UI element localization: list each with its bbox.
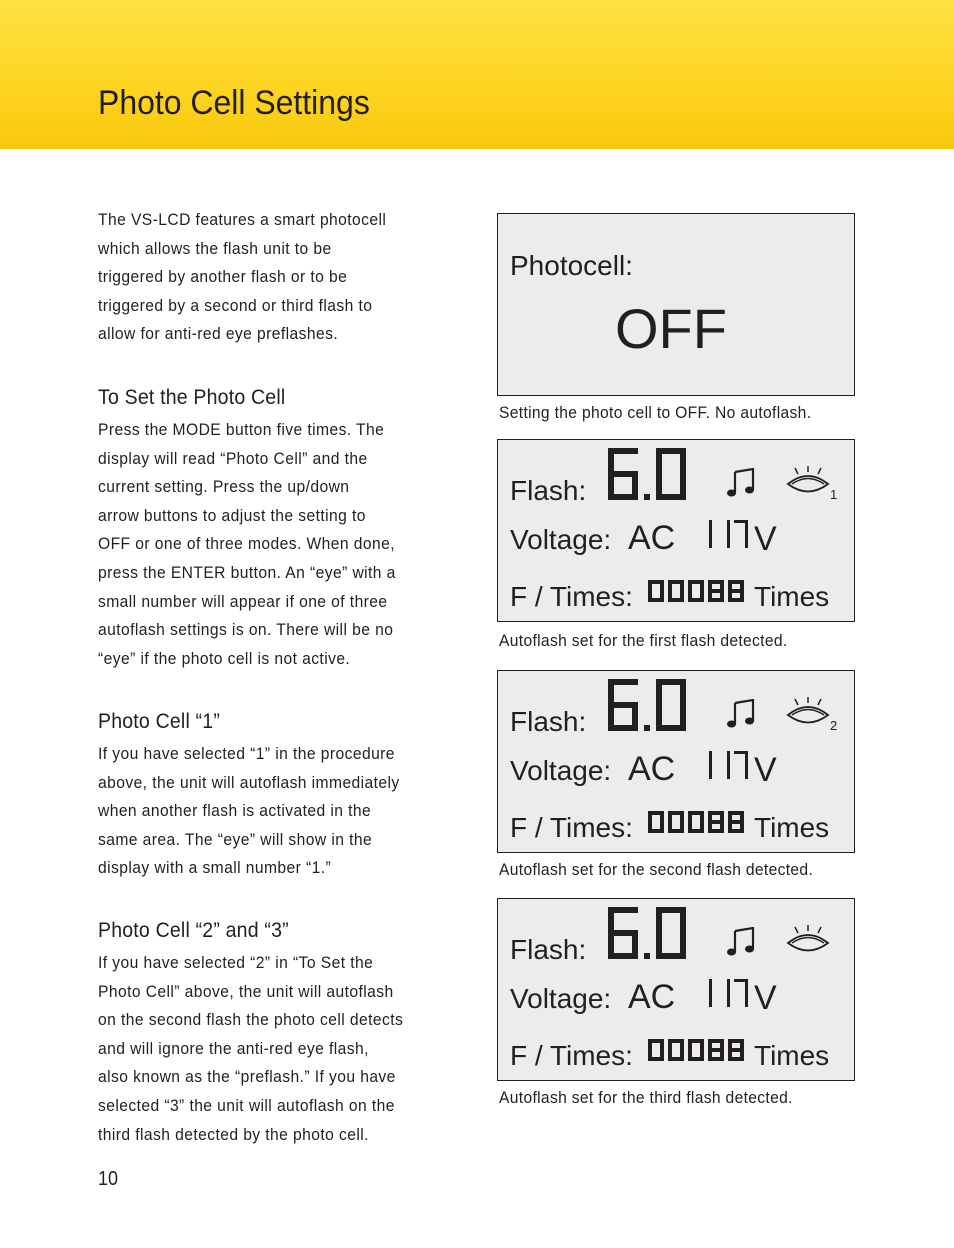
music-note-icon bbox=[726, 927, 756, 957]
flash-label: Flash: bbox=[510, 934, 587, 965]
text-line: above, the unit will autoflash immediately bbox=[98, 772, 400, 792]
lcd-display-off bbox=[497, 213, 855, 396]
page-number: 10 bbox=[98, 1168, 119, 1190]
text-line: selected “3” the unit will autoflash on the bbox=[98, 1095, 395, 1115]
segment-c bbox=[727, 764, 730, 780]
segment-c bbox=[632, 471, 638, 500]
body-text-column bbox=[98, 206, 454, 1144]
lcd-display-mode-1 bbox=[497, 439, 855, 622]
photocell-value: OFF bbox=[615, 297, 727, 360]
segment-c bbox=[745, 533, 748, 549]
voltage-label: Voltage: bbox=[510, 524, 612, 555]
section-heading: To Set the Photo Cell bbox=[98, 386, 286, 409]
flash-label: Flash: bbox=[510, 706, 587, 737]
voltage-unit: V bbox=[754, 520, 777, 558]
photocell-label: Photocell: bbox=[510, 250, 633, 281]
segment-f bbox=[656, 679, 662, 708]
times-label: F / Times: bbox=[510, 1040, 633, 1071]
lcd-caption: Autoflash set for the second flash detected. bbox=[499, 860, 814, 879]
segment-f bbox=[668, 580, 672, 593]
lcd-display-mode-3 bbox=[497, 898, 855, 1081]
text-line: Photo Cell” above, the unit will autoflash bbox=[98, 981, 394, 1001]
voltage-prefix: AC bbox=[628, 978, 676, 1016]
voltage-label: Voltage: bbox=[510, 983, 612, 1014]
page-header bbox=[0, 0, 954, 149]
segment-decimal-point bbox=[644, 725, 650, 731]
text-line: also known as the “preflash.” If you have bbox=[98, 1067, 396, 1087]
section-photo-cell-1 bbox=[98, 710, 486, 883]
text-line: current setting. Press the up/down bbox=[98, 477, 350, 497]
section-heading: Photo Cell “1” bbox=[98, 710, 221, 733]
times-label: F / Times: bbox=[510, 812, 633, 843]
times-unit: Times bbox=[754, 1040, 830, 1071]
text-line: third flash detected by the photo cell. bbox=[98, 1124, 369, 1144]
voltage-value-segment-display bbox=[698, 520, 750, 554]
intro-paragraph bbox=[98, 206, 455, 349]
times-value-segment-display bbox=[648, 580, 750, 610]
section-paragraph bbox=[98, 740, 455, 883]
lcd-caption: Setting the photo cell to OFF. No autoflash. bbox=[499, 403, 812, 422]
segment-c bbox=[727, 533, 730, 549]
segment-f bbox=[656, 448, 662, 477]
voltage-unit: V bbox=[754, 979, 777, 1017]
segment-c bbox=[709, 533, 712, 549]
segment-f bbox=[648, 580, 652, 593]
text-line: “eye” if the photo cell is not active. bbox=[98, 648, 351, 668]
segment-f bbox=[648, 1039, 652, 1052]
segment-g bbox=[728, 589, 744, 593]
lcd-caption: Autoflash set for the first flash detected. bbox=[499, 631, 788, 650]
segment-c bbox=[709, 992, 712, 1008]
music-note-icon bbox=[726, 699, 756, 729]
section-photo-cell-2-3 bbox=[98, 919, 486, 1149]
section-paragraph bbox=[98, 416, 455, 673]
eye-icon bbox=[784, 466, 840, 500]
flash-label: Flash: bbox=[510, 475, 587, 506]
segment-g bbox=[728, 1048, 744, 1052]
segment-f bbox=[688, 580, 692, 593]
eye-number: 2 bbox=[830, 718, 838, 731]
flash-value-segment-display bbox=[608, 448, 692, 508]
segment-c bbox=[632, 930, 638, 959]
text-line: If you have selected “2” in “To Set the bbox=[98, 953, 374, 972]
times-value-segment-display bbox=[648, 811, 750, 841]
text-line: Press the MODE button five times. The bbox=[98, 420, 385, 439]
text-line: and will ignore the anti-red eye flash, bbox=[98, 1038, 369, 1058]
times-value-segment-display bbox=[648, 1039, 750, 1069]
segment-c bbox=[709, 764, 712, 780]
segment-g bbox=[708, 589, 724, 593]
section-set-photo-cell bbox=[98, 386, 486, 673]
segment-f bbox=[668, 811, 672, 824]
voltage-value-segment-display bbox=[698, 979, 750, 1013]
segment-f bbox=[668, 1039, 672, 1052]
voltage-unit: V bbox=[754, 751, 777, 789]
text-line: OFF or one of three modes. When done, bbox=[98, 534, 395, 554]
section-paragraph bbox=[98, 949, 455, 1149]
section-heading: Photo Cell “2” and “3” bbox=[98, 919, 289, 942]
segment-g bbox=[708, 820, 724, 824]
segment-decimal-point bbox=[644, 494, 650, 500]
text-line: triggered by a second or third flash to bbox=[98, 295, 373, 315]
eye-icon bbox=[784, 697, 840, 731]
segment-f bbox=[688, 811, 692, 824]
text-line: autoflash settings is on. There will be no bbox=[98, 620, 394, 640]
text-line: when another flash is activated in the bbox=[98, 801, 372, 821]
segment-f bbox=[648, 811, 652, 824]
text-line: allow for anti-red eye preflashes. bbox=[98, 324, 339, 344]
music-note-icon bbox=[726, 468, 756, 498]
times-label: F / Times: bbox=[510, 581, 633, 612]
segment-f bbox=[688, 1039, 692, 1052]
voltage-prefix: AC bbox=[628, 519, 676, 557]
text-line: triggered by another flash or to be bbox=[98, 267, 348, 287]
segment-g bbox=[708, 1048, 724, 1052]
eye-number: 1 bbox=[830, 487, 838, 500]
segment-c bbox=[632, 702, 638, 731]
lcd-caption: Autoflash set for the third flash detected. bbox=[499, 1088, 793, 1107]
flash-value-segment-display bbox=[608, 907, 692, 967]
voltage-prefix: AC bbox=[628, 750, 676, 788]
page-title: Photo Cell Settings bbox=[98, 84, 370, 122]
segment-f bbox=[656, 907, 662, 936]
text-line: display with a small number “1.” bbox=[98, 858, 332, 878]
voltage-label: Voltage: bbox=[510, 755, 612, 786]
segment-g bbox=[728, 820, 744, 824]
segment-c bbox=[745, 992, 748, 1008]
text-line: small number will appear if one of three bbox=[98, 591, 388, 611]
text-line: display will read “Photo Cell” and the bbox=[98, 448, 368, 468]
text-line: same area. The “eye” will show in the bbox=[98, 829, 373, 849]
flash-value-segment-display bbox=[608, 679, 692, 739]
text-line: If you have selected “1” in the procedure bbox=[98, 744, 395, 763]
segment-decimal-point bbox=[644, 953, 650, 959]
lcd-display-mode-2 bbox=[497, 670, 855, 853]
text-line: on the second flash the photo cell detects bbox=[98, 1010, 404, 1030]
eye-icon bbox=[784, 925, 840, 959]
voltage-value-segment-display bbox=[698, 751, 750, 785]
times-unit: Times bbox=[754, 812, 830, 843]
segment-c bbox=[745, 764, 748, 780]
text-line: which allows the flash unit to be bbox=[98, 238, 332, 258]
text-line: arrow buttons to adjust the setting to bbox=[98, 505, 366, 525]
segment-c bbox=[727, 992, 730, 1008]
text-line: The VS-LCD features a smart photocell bbox=[98, 210, 387, 229]
text-line: press the ENTER button. An “eye” with a bbox=[98, 562, 396, 582]
times-unit: Times bbox=[754, 581, 830, 612]
